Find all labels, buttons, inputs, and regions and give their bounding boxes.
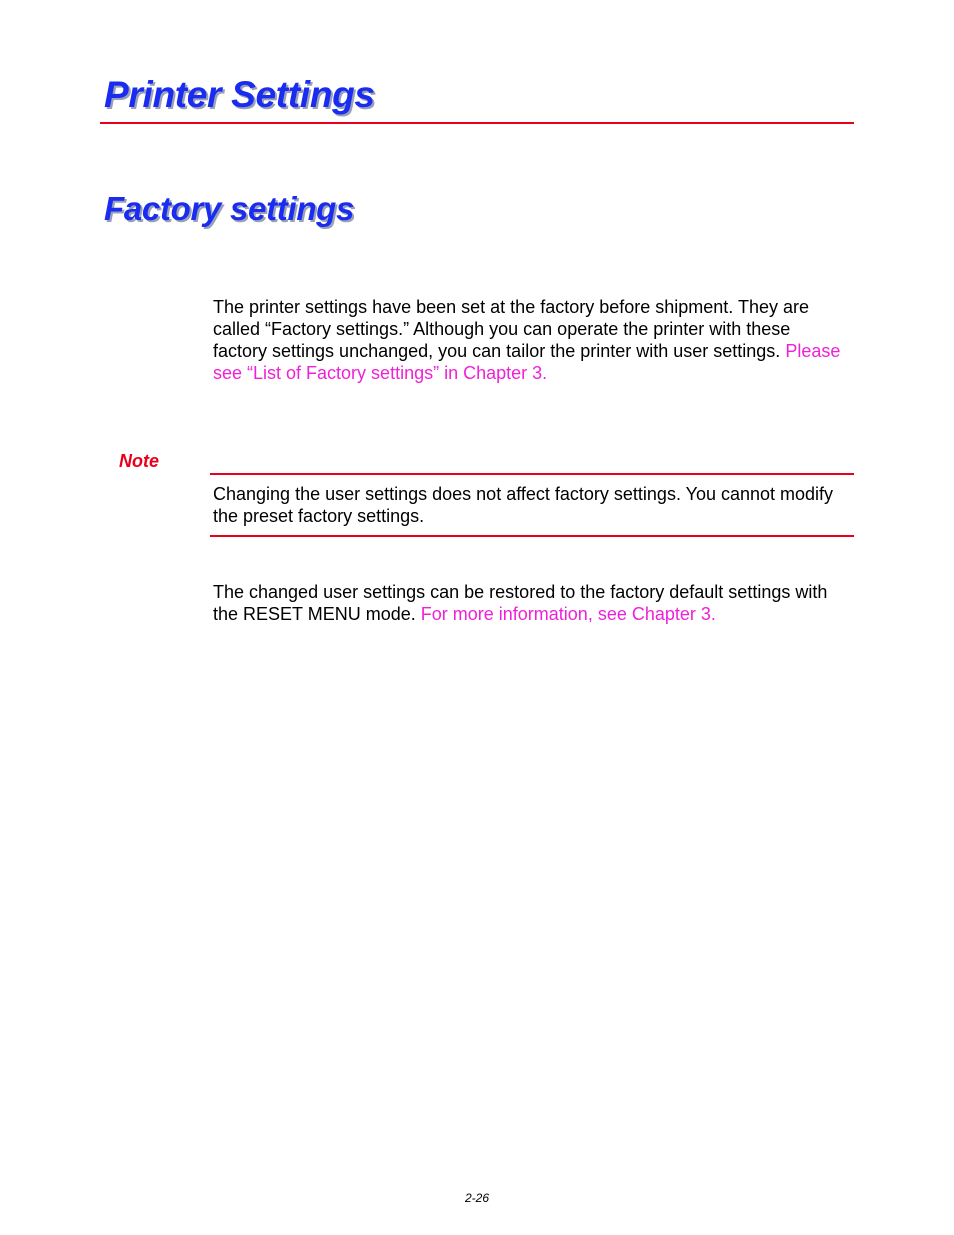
reset-text: The changed user settings can be restored to the factory default settings with the RESET MENU mode. [213, 582, 828, 624]
page-title: Printer Settings [104, 74, 375, 115]
reset-paragraph [213, 581, 843, 625]
note-top-divider [210, 473, 854, 475]
note-text: Changing the user settings does not affect factory settings. You cannot modify the preset factory settings. [213, 484, 834, 526]
factory-settings-link[interactable]: Please see “List of Factory settings” in Chapter 3. [213, 341, 841, 383]
page-number: 2-26 [464, 1191, 490, 1205]
chapter-3-link[interactable]: For more information, see Chapter 3. [420, 604, 716, 624]
note-label: Note [119, 451, 159, 471]
section-heading: Factory settings [104, 190, 355, 227]
intro-text: The printer settings have been set at the factory before shipment. They are called “Factory settings.” Although you can operate the printer with these factory settings unchanged, you can tailor the printer with user settings. [213, 297, 810, 361]
intro-paragraph [213, 296, 843, 384]
title-divider [100, 122, 854, 124]
note-bottom-divider [210, 535, 854, 537]
